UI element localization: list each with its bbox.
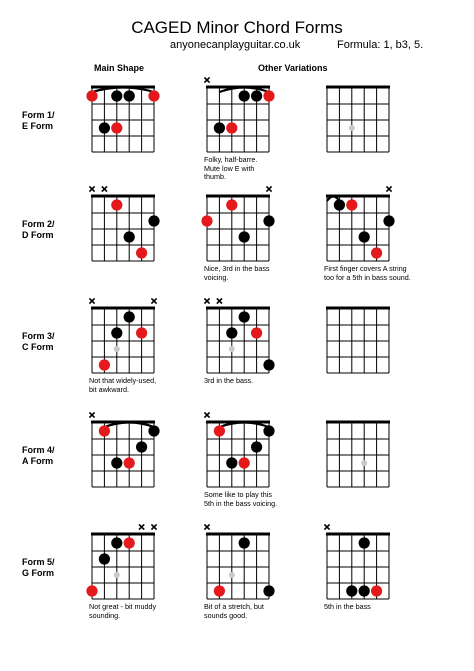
variation-note (324, 603, 371, 612)
root-dot (214, 425, 225, 436)
finger-dot (263, 585, 274, 596)
root-dot (111, 122, 122, 133)
variation-note (204, 156, 257, 182)
muted-string-marker (324, 524, 329, 529)
chord-diagram (326, 307, 390, 374)
finger-dot (251, 90, 262, 101)
root-dot (124, 457, 135, 468)
nut (91, 307, 155, 310)
chord-diagram (89, 186, 159, 261)
nut (206, 307, 270, 310)
variation-note-line: 5th in the bass (324, 602, 371, 611)
finger-dot (111, 537, 122, 548)
nut (206, 533, 270, 536)
chord-diagram (324, 524, 390, 599)
variation-note-line: 3rd in the bass. (204, 376, 254, 385)
chord-diagram (89, 412, 159, 487)
muted-string-marker (89, 186, 94, 191)
root-dot (251, 327, 262, 338)
form-label-line: Form 4/ (22, 445, 55, 455)
finger-dot (239, 311, 250, 322)
root-dot (86, 90, 97, 101)
finger-dot (99, 122, 110, 133)
form-label-line: Form 2/ (22, 219, 55, 229)
variation-note-line: 5th in the bass voicing. (204, 498, 278, 508)
nut (91, 195, 155, 198)
finger-dot (239, 90, 250, 101)
muted-string-marker (217, 298, 222, 303)
ghost-dot (349, 125, 355, 131)
form-label (22, 110, 55, 132)
page-title: CAGED Minor Chord Forms (131, 18, 343, 37)
finger-dot (359, 231, 370, 242)
finger-dot (239, 231, 250, 242)
variation-note-line: sounding. (89, 610, 121, 620)
variation-note-line: bit awkward. (89, 384, 129, 394)
form-label-line: C Form (22, 342, 54, 352)
chord-diagram (204, 77, 274, 152)
nut (206, 195, 270, 198)
finger-dot (263, 359, 274, 370)
finger-dot (136, 441, 147, 452)
muted-string-marker (151, 298, 156, 303)
chord-diagram (89, 298, 156, 373)
chord-diagram (204, 412, 274, 487)
root-dot (86, 585, 97, 596)
finger-dot (99, 553, 110, 564)
ghost-dot (114, 346, 120, 352)
chord-diagram (326, 86, 390, 153)
variation-note-line: sounds good. (204, 610, 248, 620)
chord-diagram (204, 524, 274, 599)
variation-note-line: too for a 5th in bass sound. (324, 272, 411, 282)
root-dot (239, 457, 250, 468)
variation-note-line: Nice, 3rd in the bass (204, 264, 270, 273)
muted-string-marker (139, 524, 144, 529)
variation-note-line: thumb. (204, 172, 226, 182)
root-dot (371, 247, 382, 258)
chord-diagram (201, 186, 274, 261)
form-label (22, 331, 55, 353)
nut (326, 533, 390, 536)
root-dot (226, 122, 237, 133)
root-dot (148, 90, 159, 101)
form-label-line: Form 1/ (22, 110, 55, 120)
muted-string-marker (204, 412, 209, 417)
root-dot (346, 199, 357, 210)
root-dot (124, 537, 135, 548)
root-dot (99, 359, 110, 370)
variation-note (89, 377, 156, 394)
variation-note (204, 265, 270, 282)
finger-dot (226, 327, 237, 338)
muted-string-marker (204, 77, 209, 82)
finger-dot (346, 585, 357, 596)
ghost-dot (361, 460, 367, 466)
root-dot (263, 90, 274, 101)
muted-string-marker (89, 298, 94, 303)
nut (91, 533, 155, 536)
chord-diagram (326, 186, 395, 261)
variation-note (324, 265, 411, 282)
variation-note (204, 603, 264, 620)
finger-dot (214, 122, 225, 133)
muted-string-marker (266, 186, 271, 191)
root-dot (226, 199, 237, 210)
form-label-line: G Form (22, 568, 55, 578)
root-dot (214, 585, 225, 596)
variation-note-line: voicing. (204, 272, 229, 282)
variation-note (89, 603, 156, 620)
root-dot (99, 425, 110, 436)
finger-dot (359, 537, 370, 548)
variation-note-line: Not great - bit muddy (89, 602, 157, 611)
form-label-line: D Form (22, 230, 54, 240)
finger-dot (124, 90, 135, 101)
muted-string-marker (204, 524, 209, 529)
chord-formula: Formula: 1, b3, 5. (337, 39, 424, 51)
form-label (22, 445, 55, 467)
muted-string-marker (204, 298, 209, 303)
root-dot (371, 585, 382, 596)
variation-note-line: Folky, half-barre. (204, 155, 258, 164)
form-label (22, 557, 55, 579)
muted-string-marker (151, 524, 156, 529)
form-label-line: Form 5/ (22, 557, 55, 567)
nut (326, 307, 390, 310)
variation-note-line: Not that widely-used, (89, 376, 157, 385)
ghost-dot (229, 346, 235, 352)
muted-string-marker (102, 186, 107, 191)
finger-dot (334, 199, 345, 210)
finger-dot (148, 425, 159, 436)
variation-note-line: First finger covers A string (324, 264, 407, 273)
variation-note-line: Some like to play this (204, 490, 272, 499)
finger-dot (239, 537, 250, 548)
finger-dot (124, 231, 135, 242)
finger-dot (111, 90, 122, 101)
site-url: anyonecanplayguitar.co.uk (170, 39, 301, 51)
finger-dot (111, 457, 122, 468)
form-label-line: Form 3/ (22, 331, 55, 341)
ghost-dot (229, 572, 235, 578)
main-shape-heading: Main Shape (94, 63, 145, 73)
chord-diagram (86, 524, 156, 599)
root-dot (201, 215, 212, 226)
nut (326, 86, 390, 89)
muted-string-marker (386, 186, 391, 191)
chord-diagram (204, 298, 274, 373)
form-label-line: A Form (22, 456, 54, 466)
ghost-dot (114, 572, 120, 578)
muted-string-marker (89, 412, 94, 417)
chord-diagram (86, 86, 159, 153)
finger-dot (263, 425, 274, 436)
finger-dot (148, 215, 159, 226)
other-variations-heading: Other Variations (258, 63, 328, 73)
root-dot (136, 247, 147, 258)
root-dot (136, 327, 147, 338)
variation-note (204, 491, 277, 508)
variation-note (204, 377, 253, 386)
finger-dot (359, 585, 370, 596)
variation-note-line: Bit of a stretch, but (204, 602, 264, 611)
finger-dot (124, 311, 135, 322)
finger-dot (111, 327, 122, 338)
finger-dot (226, 457, 237, 468)
form-label-line: E Form (22, 121, 54, 131)
chord-diagram (326, 421, 390, 488)
variation-note-line: Mute low E with (204, 163, 255, 173)
form-label (22, 219, 55, 241)
finger-dot (251, 441, 262, 452)
finger-dot (383, 215, 394, 226)
nut (326, 421, 390, 424)
finger-dot (263, 215, 274, 226)
root-dot (111, 199, 122, 210)
